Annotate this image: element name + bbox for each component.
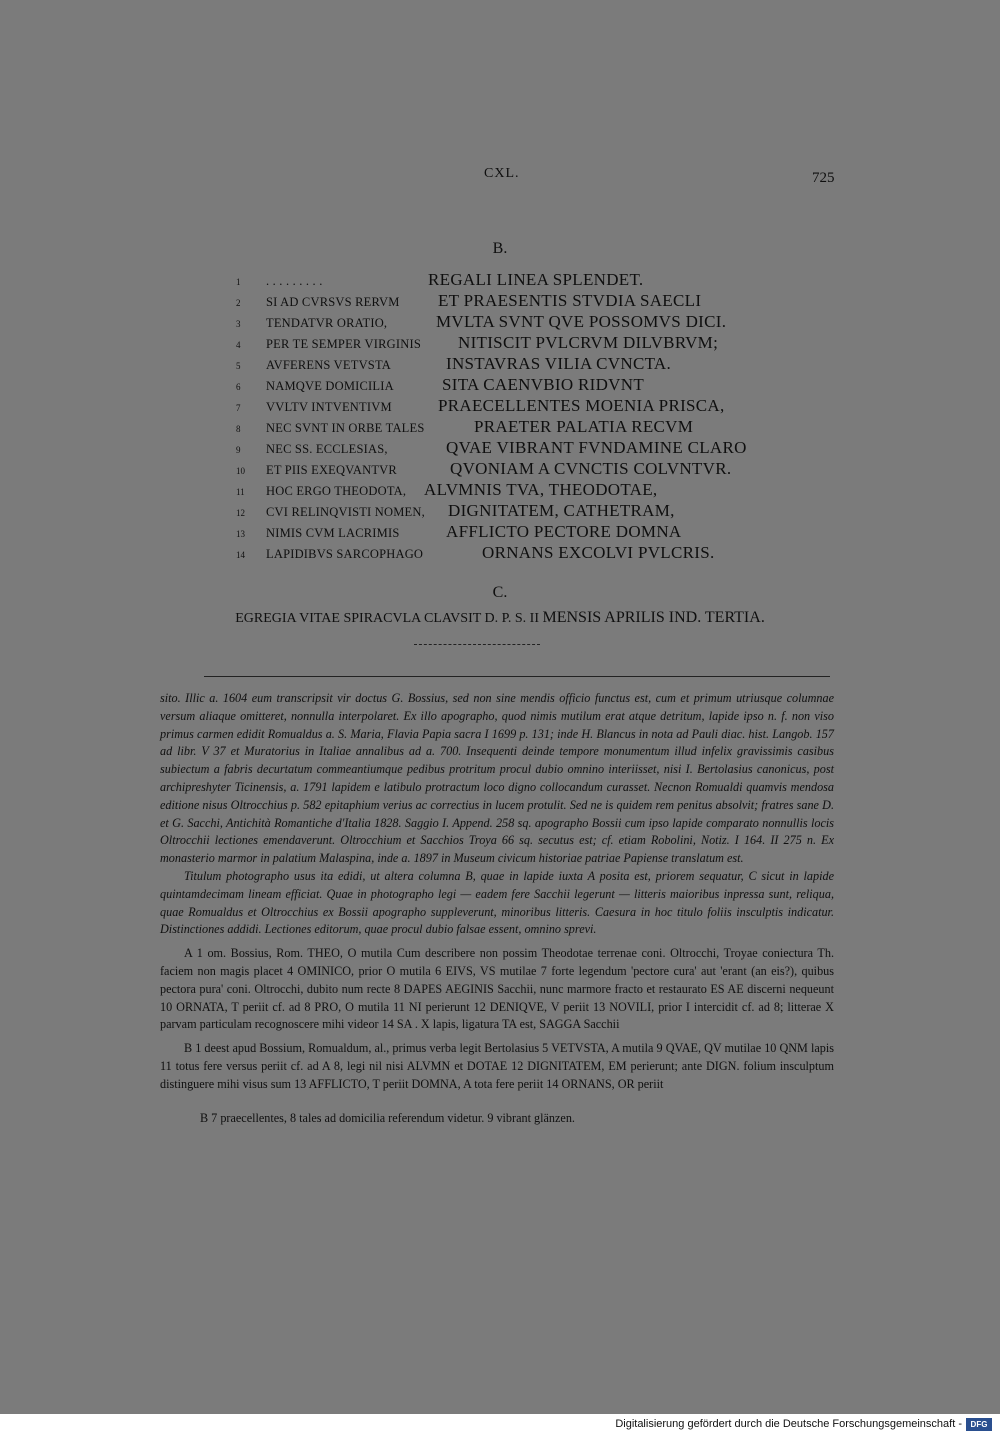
- commentary-paragraph: sito. Illic a. 1604 eum transcripsit vir doctus G. Bossius, sed non sine mendis officio functus est, cum et primum utriusque columnae versum aliaque omitteret, nonnulla interpolaret. Ex illo apographo, quod nimis mutilum erat atque detritum, lapide ipso n. f. non viso primus carmen edidit Romualdus a. S. Maria, Flavia Papia sacra I 1699 p. 131; inde H. Blancus in nota ad Pauli diac. hist. Langob. 157 ad libr. V 37 et Muratorius in Italiae annalibus ad a. 700. Insequenti deinde tempore monumentum illud infelix gravissimis casibus subiectum a fabris decurtatum commeantiumque pedibus protritum procul dubio omnino interiisset, nisi I. Bertolasius canonicus, post archipreshyter Ticinensis, a. 1791 lapidem e latibulo protractum loco digno collocandum curasset. Necnon Romualdi quamvis mendosa editione nisus Oltrocchius p. 582 epitaphium verius ac correctius in lucem protulit. Sed ne is quidem rem penitus absolvit; fratres sane D. et G. Sacchi, Antichità Romantiche d'Italia 1828. Saggio I. Append. 258 sq. apographo Bossii cum ipso lapide comparato nonnullis locis Oltrocchii lectiones emendaverunt. Oltrocchium et Sacchios Troya 66 sq. secutus est; cf. etiam Robolini, Notiz. I 164. II 275 n. Ex monasterio marmor in palatium Malaspina, inde a. 1897 in Museum civicum historiae patriae Papiense translatum est.: [160, 691, 834, 866]
- ornamental-rule: [414, 644, 540, 645]
- section-c-label: C.: [492, 584, 508, 601]
- verse-first-half: NIMIS CVM LACRIMIS: [266, 526, 400, 540]
- verse-second-half: AFFLICTO PECTORE DOMNA: [446, 522, 682, 541]
- apparatus-a: A 1 om. Bossius, Rom. THEO, O mutila Cum describere non possim Theodotae terrenae coni. Oltrocchi, Troyae coniectura Th. faciem non magis placet 4 OMINICO, prior O mutila 6 EIVS, VS mutilae 7 forte legendum 'pectore cura' aut 'erant (an eis?), quibus pectora pura' coni. Oltrocchi, dubito num recte 8 DAPES AEGINIS Sacchii, nunc marmore fracto et restaurato ES AE discerni nequeunt 10 ORNATA, T periit cf. ad 8 PRO, O mutila 11 NI perierunt 12 DENIQVE, V periit 13 NOVILI, prior I intercidit cf. ad 8; litterae X parvam particulam recognoscere mihi videor 14 SA . X lapis, ligatura TA est, SAGGA Sacchii: [160, 946, 834, 1032]
- verse-number: 6: [236, 382, 241, 392]
- verse-number: 8: [236, 424, 241, 434]
- verse-number: 12: [236, 508, 245, 518]
- gloss-line: B 7 praecellentes, 8 tales ad domicilia referendum videtur. 9 vibrant glänzen.: [200, 1110, 575, 1125]
- section-c-line: [0, 609, 1000, 627]
- section-title: CXL.: [484, 166, 520, 181]
- commentary: [160, 690, 834, 1127]
- verse-first-half: ET PIIS EXEQVANTVR: [266, 463, 397, 477]
- footnote-separator: [204, 676, 830, 677]
- page-number: 725: [812, 170, 835, 186]
- verse-first-half: PER TE SEMPER VIRGINIS: [266, 337, 422, 351]
- verse-number: 7: [236, 403, 241, 413]
- verse-first-half: . . . . . . . . .: [266, 274, 323, 288]
- verse-number: 2: [236, 298, 241, 308]
- verse-number: 10: [236, 466, 245, 476]
- verse-second-half: SITA CAENVBIO RIDVNT: [442, 375, 645, 394]
- verse-first-half: NEC SS. ECCLESIAS,: [266, 442, 388, 456]
- verse-number: 1: [236, 277, 241, 287]
- verse-first-half: LAPIDIBVS SARCOPHAGO: [266, 547, 424, 561]
- verse-second-half: QVAE VIBRANT FVNDAMINE CLARO: [446, 438, 747, 457]
- verse-first-half: NAMQVE DOMICILIA: [266, 379, 394, 393]
- verse-first-half: CVI RELINQVISTI NOMEN,: [266, 505, 425, 519]
- verse-second-half: ET PRAESENTIS STVDIA SAECLI: [438, 291, 702, 310]
- verse-second-half: ALVMNIS TVA, THEODOTAE,: [424, 480, 658, 499]
- verse-number: 13: [236, 529, 245, 539]
- running-head: [0, 166, 1000, 190]
- verse-number: 5: [236, 361, 241, 371]
- digitization-footer: [0, 1416, 1000, 1434]
- verse-first-half: HOC ERGO THEODOTA,: [266, 484, 407, 498]
- verse-second-half: NITISCIT PVLCRVM DILVBRVM;: [458, 333, 719, 352]
- verse-number: 4: [236, 340, 241, 350]
- section-c-part1: EGREGIA VITAE SPIRACVLA CLAVSIT D. P. S. II: [235, 611, 539, 626]
- verse-number: 11: [236, 487, 245, 497]
- verse-first-half: VVLTV INTVENTIVM: [266, 400, 392, 414]
- dfg-logo-icon: DFG: [966, 1418, 992, 1431]
- verse-first-half: NEC SVNT IN ORBE TALES: [266, 421, 425, 435]
- verse-second-half: PRAECELLENTES MOENIA PRISCA,: [438, 396, 725, 415]
- apparatus-b: B 1 deest apud Bossium, Romualdum, al., primus verba legit Bertolasius 5 VETVSTA, A mutila 9 QVAE, QV mutilae 10 QNM lapis 11 totus fere versus periit cf. ad A 8, legi nil nisi ALVMN et DOTAE 12 DIGNITATEM, EM perierunt; ante DIGN. folium insculptum distinguere mihi visus sum 13 AFFLICTO, T periit DOMNA, A tota fere periit 14 ORNANS, OR periit: [160, 1041, 834, 1091]
- verse-second-half: DIGNITATEM, CATHETRAM,: [448, 501, 675, 520]
- commentary-paragraph: Titulum photographo usus ita edidi, ut altera columna B, quae in lapide iuxta A posita est, priorem sequatur, C sicut in lapide quintamdecimam lineam efficiat. Quae in photographo legi — eadem fere Sacchii legerunt — litteris maioribus inpressa sunt, reliqua, quae Romualdus et Oltrocchius ex Bossii apographo suppleverunt, minoribus litteris. Caesura in hoc titulo foliis insculptis indicatur. Distinctiones addidi. Lectiones editorum, quae procul dubio falsae essent, omnino sprevi.: [160, 868, 834, 937]
- verse-first-half: AVFERENS VETVSTA: [266, 358, 392, 372]
- section-c-part2: MENSIS APRILIS IND. TERTIA.: [542, 609, 765, 626]
- footer-credit: Digitalisierung gefördert durch die Deutsche Forschungsgemeinschaft -: [615, 1418, 962, 1430]
- verse-first-half: SI AD CVRSVS RERVM: [266, 295, 400, 309]
- verse-second-half: MVLTA SVNT QVE POSSOMVS DICI.: [436, 312, 727, 331]
- verse-second-half: PRAETER PALATIA RECVM: [474, 417, 694, 436]
- verse-second-half: REGALI LINEA SPLENDET.: [428, 270, 644, 289]
- verse-number: 9: [236, 445, 241, 455]
- verse-first-half: TENDATVR ORATIO,: [266, 316, 388, 330]
- verse-second-half: ORNANS EXCOLVI PVLCRIS.: [482, 543, 715, 562]
- verse-second-half: QVONIAM A CVNCTIS COLVNTVR.: [450, 459, 732, 478]
- verse-number: 3: [236, 319, 241, 329]
- section-b-label: B.: [492, 240, 508, 257]
- verse-number: 14: [236, 550, 245, 560]
- verse-second-half: INSTAVRAS VILIA CVNCTA.: [446, 354, 672, 373]
